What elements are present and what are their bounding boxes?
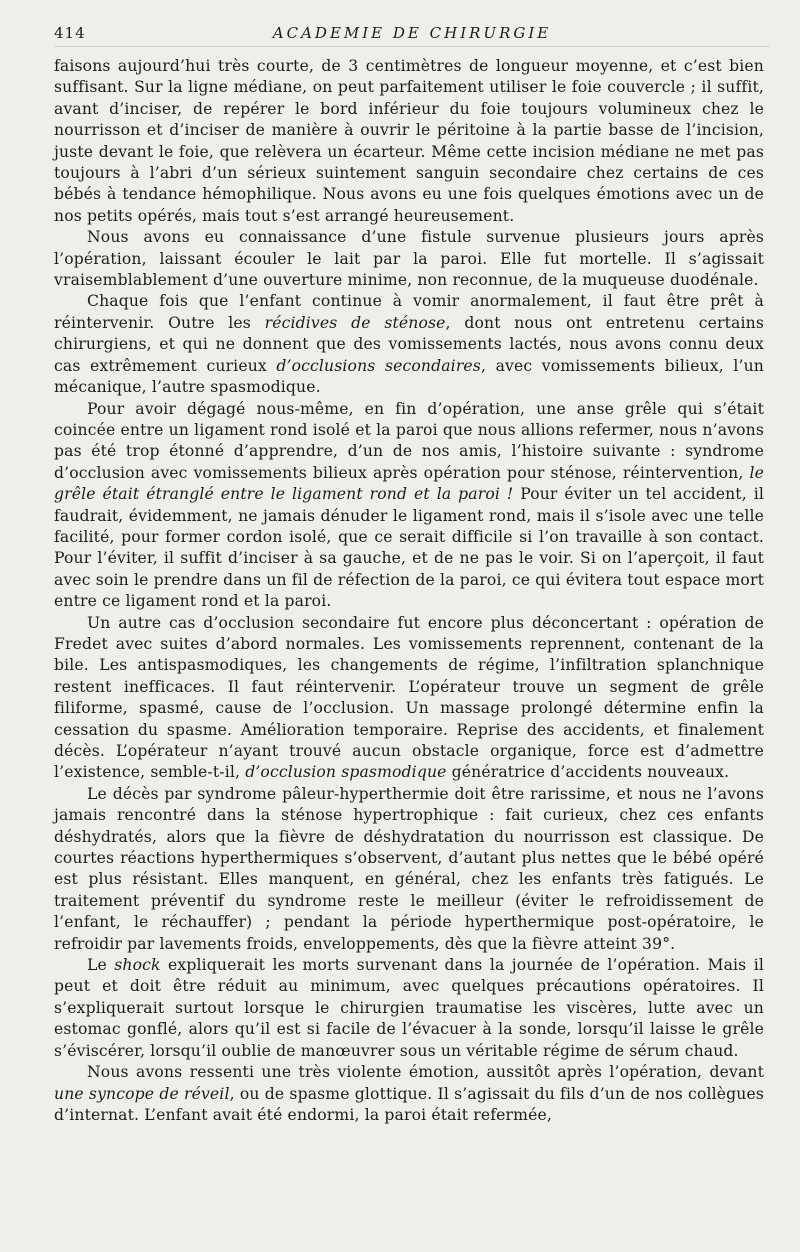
text-run: faisons aujourd’hui très courte, de 3 centimètres de longueur moyenne, et c’est bien suffisant. Sur la ligne médiane, on peut parfaitement utiliser le foie couvercle ; il suffit, avant d’inciser, de repérer le bord inférieur du foie toujours volumineux chez le nourrisson et d’inciser de manière à ouvrir le péritoine à la partie basse de l’incision, juste devant le foie, que relèvera un écarteur. Même cette incision médiane ne met pas toujours à l’abri d’un sérieux suintement sanguin secondaire chez certains de ces bébés à tendance hémophilique. Nous avons eu une fois quelques émotions avec un de nos petits opérés, mais tout s’est arrangé heureusement. <box>54 57 764 225</box>
text-run: Un autre cas d’occlusion secondaire fut encore plus déconcertant : opération de Fredet avec suites d’abord normales. Les vomissements reprennent, contenant de la bile. Les antispasmodiques, les changements de régime, l’infiltration splanchnique restent inefficaces. Il faut réintervenir. L’opérateur trouve un segment de grêle filiforme, spasmé, cause de l’occlusion. Un massage prolongé détermine enfin la cessation du spasme. Amélioration temporaire. Reprise des accidents, et finalement décès. L’opérateur n’ayant trouvé aucun obstacle organique, force est d’admettre l’existence, semble-t-il, <box>54 613 764 782</box>
italic-text: récidives de sténose <box>264 313 446 332</box>
text-run: expliquerait les morts survenant dans la journée de l’opération. Mais il peut et doit être réduit au minimum, avec quelques précautions opératoires. Il s’expliquerait surtout lorsque le chirurgien traumatise les viscères, lutte avec un estomac gonflé, alors qu’il est si facile de l’évacuer à la sonde, lorsqu’il laisse le grêle s’éviscérer, lorsqu’il oublie de manœuvrer sous un véritable régime de sérum chaud. <box>54 956 764 1060</box>
paragraph <box>54 1062 764 1126</box>
text-run: Pour avoir dégagé nous-même, en fin d’opération, une anse grêle qui s’était coincée entre un ligament rond isolé et la paroi que nous allions refermer, nous n’avons pas été trop étonné d’apprendre, d’un de nos amis, l’histoire suivante : syndrome d’occlusion avec vomissements bilieux après opération pour sténose, réintervention, <box>54 399 764 482</box>
body-text <box>54 56 764 1126</box>
page-number: 414 <box>54 24 86 42</box>
paragraph <box>54 291 764 398</box>
page-header <box>54 20 770 47</box>
paragraph <box>54 399 764 613</box>
paragraph <box>54 955 764 1062</box>
paragraph <box>54 56 764 227</box>
text-run: , avec vomissements bilieux, l’un mécanique, l’autre spasmodique. <box>54 356 764 397</box>
italic-text: d’occlusion spasmodique <box>245 763 447 782</box>
text-run: , dont nous ont entretenu certains chirurgiens, et qui ne donnent que des vomissements lactés, nous avons connu deux cas extrêmement curieux <box>54 313 764 375</box>
italic-text: une syncope de réveil <box>54 1084 230 1103</box>
text-run: Pour éviter un tel accident, il faudrait, évidemment, ne jamais dénuder le ligament rond, mais il s’isole avec une telle facilité, pour former cordon isolé, que ce serait difficile si l’on travaille à son contact. Pour l’éviter, il suffit d’inciser à sa gauche, et de ne pas le voir. Si on l’aperçoit, il faut avec soin le prendre dans un fil de réfection de la paroi, ce qui évitera tout espace mort entre ce ligament rond et la paroi. <box>54 485 764 611</box>
text-run: Chaque fois que l’enfant continue à vomir anormalement, il faut être prêt à réintervenir. Outre les <box>54 292 764 332</box>
text-run: Le <box>87 956 115 975</box>
text-run: génératrice d’accidents nouveaux. <box>446 763 730 782</box>
text-run: Nous avons ressenti une très violente émotion, aussitôt après l’opération, devant <box>87 1063 764 1082</box>
running-title: ACADEMIE DE CHIRURGIE <box>272 24 552 42</box>
text-run: Le décès par syndrome pâleur-hyperthermie doit être rarissime, et nous ne l’avons jamais rencontré dans la sténose hypertrophique : fait curieux, chez ces enfants déshydratés, alors que la fièvre de déshydratation du nourrisson est classique. De courtes réactions hyperthermiques s’observent, d’autant plus nettes que le bébé opéré est plus résistant. Elles manquent, en général, chez les enfants très fatigués. Le traitement préventif du syndrome reste le meilleur (éviter le refroidissement de l’enfant, le réchauffer) ; pendant la période hyperthermique post-opératoire, le refroidir par lavements froids, enveloppements, dès que la fièvre atteint 39°. <box>54 784 764 953</box>
paragraph <box>54 613 764 784</box>
italic-text: shock <box>114 956 161 975</box>
text-run: , ou de spasme glottique. Il s’agissait du fils d’un de nos collègues d’internat. L’enfant avait été endormi, la paroi était refermée, <box>54 1084 764 1124</box>
italic-text: d’occlusions secondaires <box>276 356 481 375</box>
paragraph <box>54 227 764 291</box>
text-run: Nous avons eu connaissance d’une fistule survenue plusieurs jours après l’opération, laissant écouler le lait par la paroi. Elle fut mortelle. Il s’agissait vraisemblablement d’une ouverture minime, non reconnue, de la muqueuse duodénale. <box>54 228 764 290</box>
italic-text: le grêle était étranglé entre le ligament rond et la paroi ! <box>54 463 764 504</box>
paragraph <box>54 784 764 955</box>
